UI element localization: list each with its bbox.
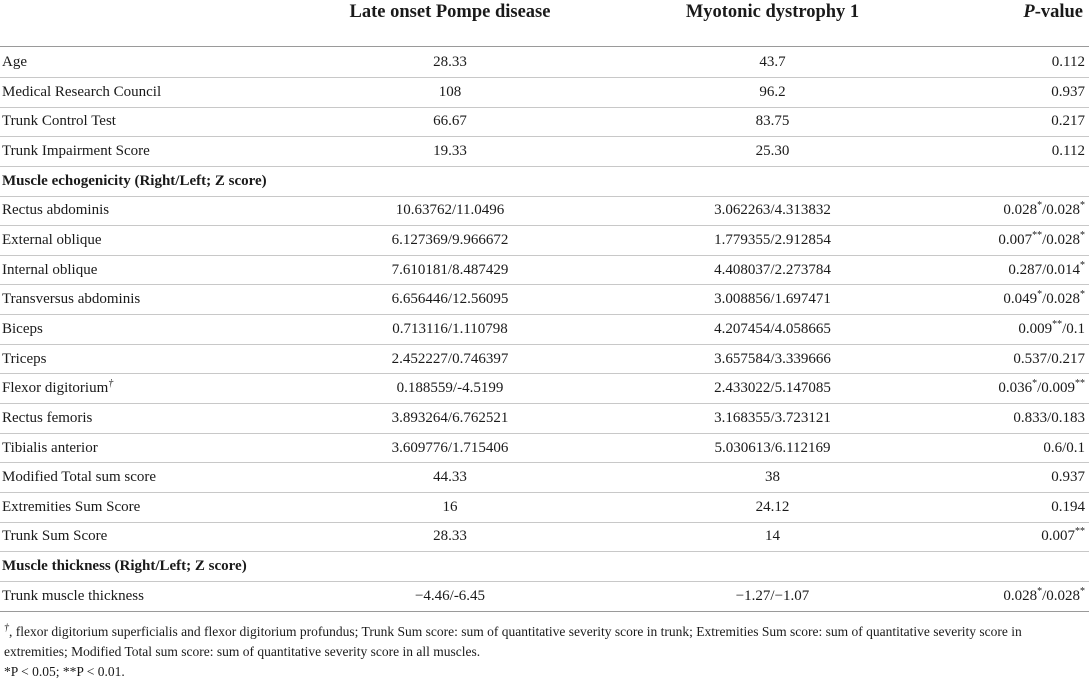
cell-pvalue [935,315,1089,345]
row-label-text: Trunk Impairment Score [2,143,150,160]
cell-myotonic [610,404,935,434]
cell-pvalue-text: 0.937 [1051,469,1085,486]
table-row [0,463,1089,493]
row-label-text: Flexor digitorium [2,380,109,397]
cell-pvalue-text: 0.112 [1051,143,1085,160]
cell-pvalue-text: 0.009 [1018,320,1053,337]
row-label-text: Age [2,53,27,70]
table-row [0,344,1089,374]
cell-myotonic [610,226,935,256]
cell-myotonic [610,255,935,285]
cell-pvalue [935,344,1089,374]
cell-myotonic [610,492,935,522]
table-row [0,285,1089,315]
section-heading: Muscle echogenicity (Right/Left; Z score) [0,166,1089,196]
cell-pompe [290,226,610,256]
table-body [0,47,1089,612]
cell-pvalue-text: 0.028 [1003,202,1038,219]
cell-pvalue [935,285,1089,315]
cell-pompe [290,404,610,434]
cell-pompe [290,433,610,463]
cell-pvalue-text: 0.537/0.217 [1013,350,1085,367]
cell-pvalue-text-2: /0.028 [1042,232,1080,249]
cell-pompe [290,47,610,78]
significance-marker: * [1037,585,1043,597]
cell-pvalue-text: 0.6/0.1 [1043,439,1085,456]
cell-pvalue-text: 0.217 [1051,113,1085,130]
cell-myotonic [610,463,935,493]
cell-pvalue [935,433,1089,463]
table-row [0,581,1089,611]
cell-myotonic-text: 1.779355/2.912854 [714,232,831,249]
row-label [0,344,290,374]
cell-pompe [290,492,610,522]
cell-myotonic [610,315,935,345]
row-label-text: Trunk Control Test [2,113,116,130]
significance-marker: ** [1075,378,1085,390]
cell-pompe-text: 10.63762/11.0496 [395,202,505,219]
cell-pvalue [935,196,1089,226]
significance-marker: ** [1032,230,1043,242]
row-label-text: Transversus abdominis [2,291,141,308]
cell-pvalue [935,107,1089,137]
cell-pompe [290,463,610,493]
row-label [0,492,290,522]
row-label [0,226,290,256]
row-label [0,404,290,434]
table-row [0,315,1089,345]
cell-pompe-text: 28.33 [433,53,467,70]
cell-pvalue [935,404,1089,434]
cell-myotonic-text: 38 [765,469,780,486]
row-label-text: Modified Total sum score [2,469,157,486]
row-label [0,107,290,137]
significance-marker: * [1080,230,1085,242]
cell-myotonic-text: 4.408037/2.273784 [714,261,831,278]
row-label-text: Trunk Sum Score [2,528,108,545]
row-label [0,196,290,226]
cell-pvalue-text: 0.287/0.014 [1008,261,1080,278]
section-heading: Muscle thickness (Right/Left; Z score) [0,552,1089,582]
row-label [0,315,290,345]
cell-pvalue [935,78,1089,108]
row-label-text: Triceps [2,350,47,367]
table-row [0,404,1089,434]
cell-pompe [290,137,610,167]
header-pvalue [935,0,1089,47]
row-label-text: Internal oblique [2,261,98,278]
cell-pompe [290,196,610,226]
row-label [0,285,290,315]
significance-marker: ** [1075,526,1085,538]
cell-pompe-text: 66.67 [433,113,467,130]
significance-marker: ** [1052,318,1063,330]
table-row [0,47,1089,78]
cell-pompe-text: 108 [438,83,462,100]
cell-pvalue-text-2: /0.028 [1042,202,1080,219]
cell-pvalue [935,137,1089,167]
row-label [0,463,290,493]
footnote-significance: *P < 0.05; **P < 0.01. [4,663,125,679]
cell-pompe-text: 19.33 [433,143,467,160]
section-row [0,552,1089,582]
cell-myotonic-text: 3.062263/4.313832 [714,202,831,219]
cell-pompe [290,315,610,345]
cell-pvalue [935,463,1089,493]
cell-myotonic [610,374,935,404]
table-footnotes [0,612,1089,682]
cell-pompe-text: −4.46/-6.45 [414,587,486,604]
table-row [0,255,1089,285]
row-label [0,137,290,167]
cell-myotonic [610,522,935,552]
row-label-text: External oblique [2,232,102,249]
cell-pompe [290,522,610,552]
cell-pvalue [935,255,1089,285]
header-pvalue-italic: P [1023,2,1035,22]
cell-pvalue-text: 0.028 [1003,587,1038,604]
cell-pvalue-text: 0.833/0.183 [1013,409,1085,426]
cell-pompe-text: 6.127369/9.966672 [391,232,509,249]
header-pvalue-rest: -value [1034,2,1083,22]
cell-pompe [290,107,610,137]
cell-myotonic [610,344,935,374]
cell-pompe-text: 0.188559/-4.5199 [396,380,504,397]
cell-pvalue-text-2: /0.1 [1062,320,1085,337]
cell-pvalue-text-2: /0.009 [1037,380,1075,397]
row-label-text: Tibialis anterior [2,439,98,456]
row-label-text: Trunk muscle thickness [2,587,144,604]
significance-marker: * [1037,289,1043,301]
cell-myotonic-text: 5.030613/6.112169 [714,439,831,456]
cell-pvalue [935,47,1089,78]
cell-pompe [290,581,610,611]
row-label-text: Extremities Sum Score [2,498,141,515]
cell-pvalue [935,492,1089,522]
table-header [0,0,1089,47]
cell-myotonic-text: 43.7 [759,53,786,70]
row-label [0,581,290,611]
cell-pvalue [935,581,1089,611]
cell-pompe-text: 7.610181/8.487429 [391,261,509,278]
cell-pvalue-text-2: /0.028 [1042,291,1080,308]
cell-myotonic [610,581,935,611]
footnote-dagger: † [4,622,9,634]
table-row [0,374,1089,404]
cell-myotonic-text: 83.75 [755,113,790,130]
cell-myotonic-text: 24.12 [755,498,790,515]
cell-myotonic-text: 96.2 [759,83,786,100]
cell-pvalue-text: 0.007 [1041,528,1075,545]
significance-marker: * [1037,200,1043,212]
table-row [0,226,1089,256]
cell-pompe-text: 3.893264/6.762521 [391,409,509,426]
row-label-text: Biceps [2,320,43,337]
header-pompe: Late onset Pompe disease [290,0,610,47]
cell-pvalue-text: 0.007 [998,232,1033,249]
table-row [0,78,1089,108]
row-label [0,255,290,285]
cell-pompe [290,344,610,374]
cell-myotonic [610,196,935,226]
row-label [0,374,290,404]
row-label [0,47,290,78]
footnote-definitions-text: , flexor digitorium superficialis and flexor digitorium profundus; Trunk Sum score: sum of quantitative severity score in trunk; Extremities Sum score: sum of quantitative severity score in extremities; Modified Total sum score: sum of quantitative severity score in all muscles. [4,623,1022,659]
cell-pompe-text: 44.33 [433,469,467,486]
cell-myotonic [610,78,935,108]
cell-pvalue [935,226,1089,256]
cell-myotonic [610,47,935,78]
cell-myotonic-text: 3.008856/1.697471 [714,291,831,308]
header-variable [0,0,290,47]
cell-pvalue-text-2: /0.028 [1042,587,1080,604]
row-label [0,78,290,108]
cell-myotonic-text: 2.433022/5.147085 [714,380,831,397]
table-row [0,137,1089,167]
significance-marker: * [1032,378,1038,390]
row-label [0,433,290,463]
row-label-text: Medical Research Council [2,83,162,100]
cell-myotonic-text: 4.207454/4.058665 [714,320,831,337]
cell-pvalue-text: 0.937 [1051,83,1085,100]
cell-myotonic-text: 25.30 [755,143,790,160]
significance-marker: † [108,378,114,390]
significance-marker: * [1080,200,1085,212]
table-row [0,522,1089,552]
cell-myotonic-text: −1.27/−1.07 [735,587,810,604]
cell-pompe-text: 0.713116/1.110798 [392,320,508,337]
cell-myotonic-text: 3.657584/3.339666 [714,350,831,367]
cell-pvalue-text: 0.036 [998,380,1033,397]
cell-myotonic [610,285,935,315]
cell-pompe-text: 28.33 [433,528,467,545]
significance-marker: * [1080,585,1085,597]
table-row [0,196,1089,226]
cell-pvalue [935,374,1089,404]
cell-pvalue-text: 0.194 [1051,498,1085,515]
table-row [0,433,1089,463]
cell-myotonic-text: 3.168355/3.723121 [714,409,831,426]
row-label [0,522,290,552]
footnote-definitions [4,622,1085,662]
cell-pvalue [935,522,1089,552]
cell-pvalue-text: 0.049 [1003,291,1038,308]
header-myotonic: Myotonic dystrophy 1 [610,0,935,47]
table-row [0,107,1089,137]
row-label-text: Rectus abdominis [2,202,110,219]
cell-myotonic [610,433,935,463]
cell-myotonic-text: 14 [765,528,780,545]
cell-pompe-text: 6.656446/12.56095 [391,291,509,308]
cell-myotonic [610,137,935,167]
significance-marker: * [1080,259,1085,271]
cell-pompe [290,285,610,315]
table-row [0,492,1089,522]
section-row [0,166,1089,196]
cell-pompe [290,255,610,285]
cell-pvalue-text: 0.112 [1051,53,1085,70]
cell-pompe [290,78,610,108]
significance-marker: * [1080,289,1085,301]
cell-pompe-text: 2.452227/0.746397 [391,350,509,367]
cell-pompe-text: 3.609776/1.715406 [391,439,509,456]
cell-myotonic [610,107,935,137]
row-label-text: Rectus femoris [2,409,93,426]
cell-pompe [290,374,610,404]
cell-pompe-text: 16 [442,498,458,515]
